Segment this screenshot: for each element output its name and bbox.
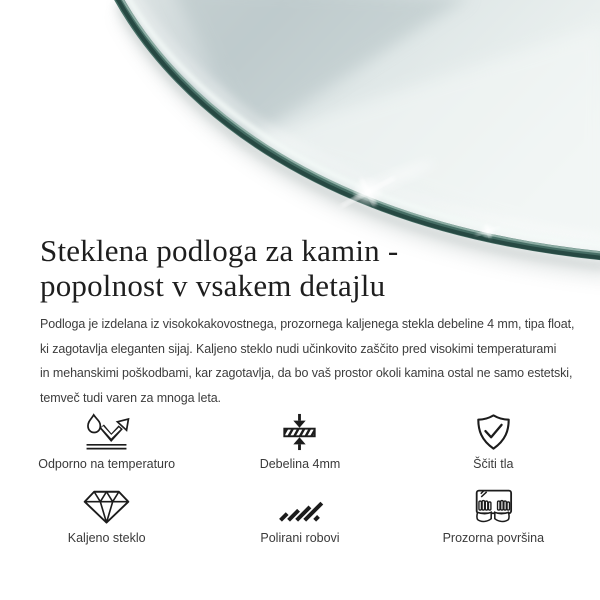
hands-surface-icon <box>464 486 522 526</box>
page-title <box>40 233 560 303</box>
intro-line: ki zagotavlja eleganten sijaj. Kaljeno steklo nudi učinkovito zaščito pred visokimi temperaturami <box>40 341 557 356</box>
feature-label: Odporno na temperaturo <box>38 457 176 471</box>
feature-transparent-surface <box>397 486 590 545</box>
heat-resistant-icon <box>78 413 135 451</box>
thickness-4mm-icon <box>271 413 328 451</box>
feature-label: Kaljeno steklo <box>67 531 146 545</box>
diamond-icon <box>78 487 135 525</box>
icon-box <box>464 486 522 526</box>
intro-line: temveč tudi varen za mnoga leta. <box>40 390 221 405</box>
intro-line: Podloga je izdelana iz visokokakovostnega, prozornega kaljenega stekla debeline 4 mm, tipa float, <box>40 317 575 331</box>
features-grid <box>10 412 590 545</box>
intro-line: in mehanskimi poškodbami, kar zagotavlja, da bo vaš prostor okoli kamina ostal ne samo estetski, <box>40 366 573 380</box>
feature-tempered-glass <box>10 486 203 545</box>
icon-box <box>271 486 328 526</box>
icon-box <box>465 412 522 452</box>
polished-edges-icon <box>271 487 328 525</box>
icon-box <box>78 486 135 526</box>
intro-paragraph <box>40 312 575 410</box>
icon-box <box>271 412 328 452</box>
feature-label: Prozorna površina <box>442 531 545 545</box>
icon-box <box>78 412 135 452</box>
page-title-line-1: Steklena podloga za kamin - <box>40 233 399 268</box>
feature-protects-floor <box>397 412 590 471</box>
page-title-line-2: popolnost v vsakem detajlu <box>40 268 386 303</box>
feature-thickness <box>203 412 396 471</box>
feature-label: Ščiti tla <box>473 457 514 471</box>
feature-label: Polirani robovi <box>260 531 340 545</box>
feature-label: Debelina 4mm <box>259 457 341 471</box>
shield-check-icon <box>465 413 522 451</box>
feature-heat-resistant <box>10 412 203 471</box>
feature-polished-edges <box>203 486 396 545</box>
